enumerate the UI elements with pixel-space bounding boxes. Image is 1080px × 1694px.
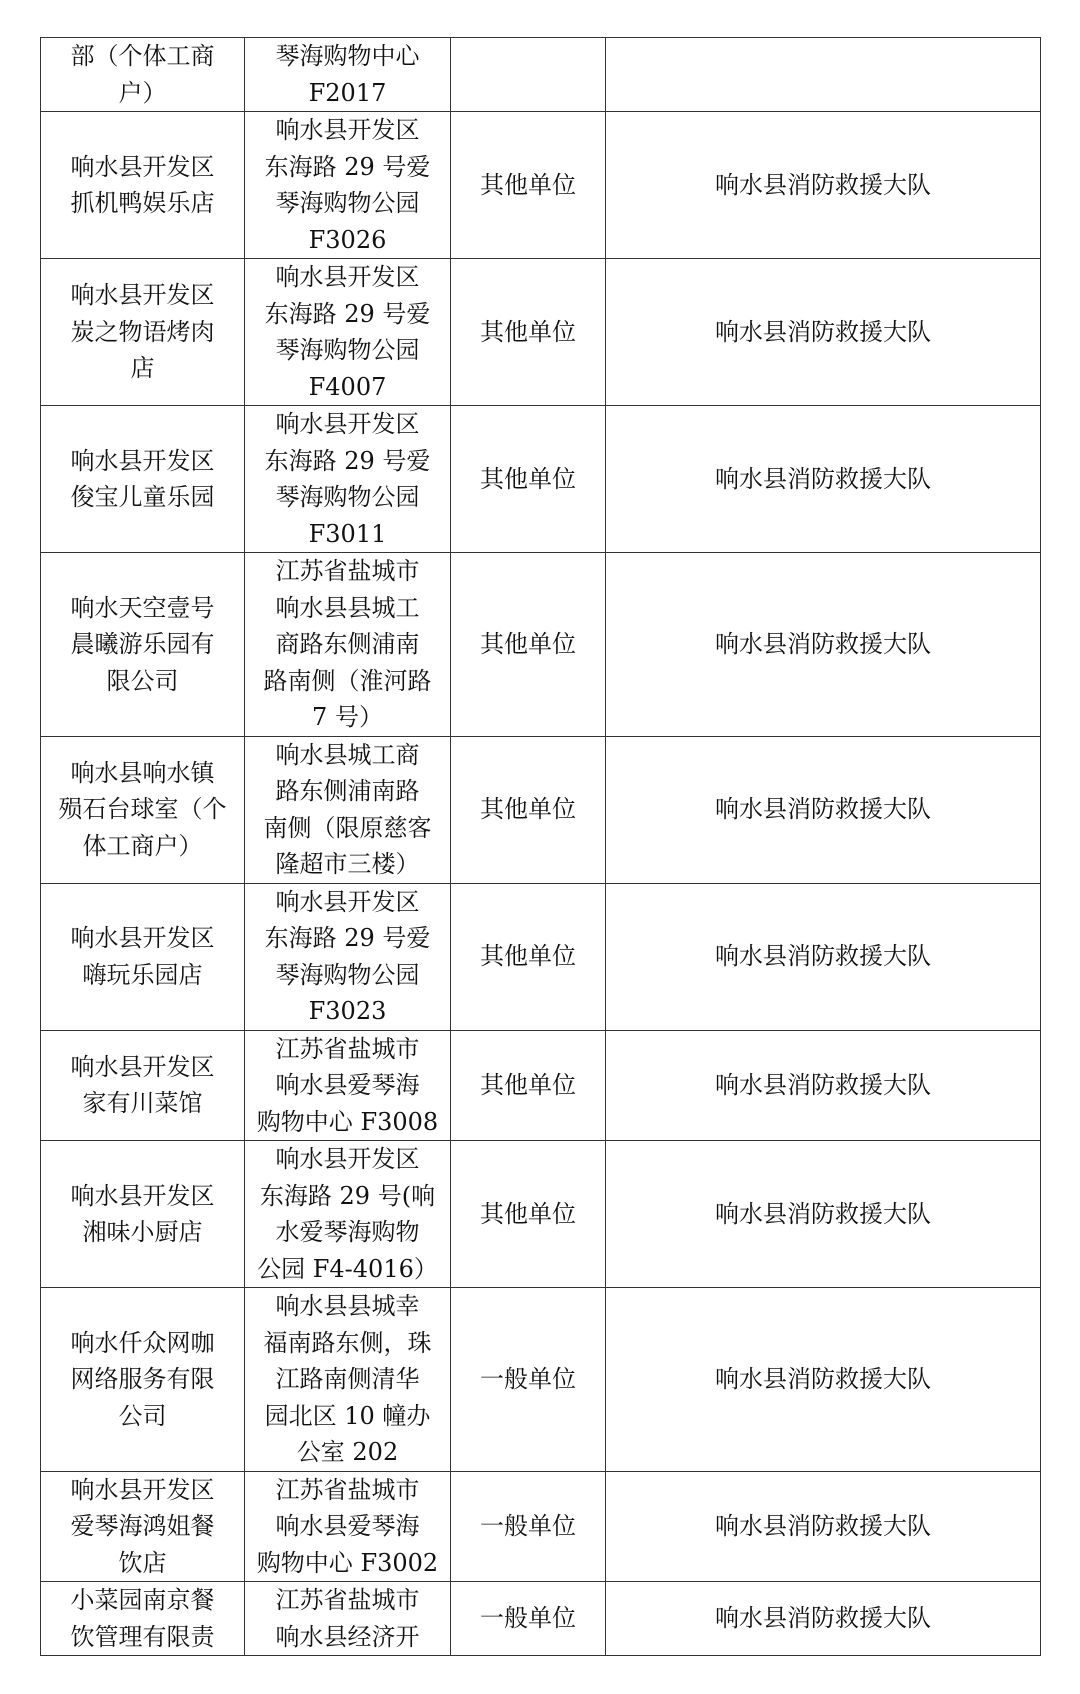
address-cell-line: 东海路 29 号爱 bbox=[264, 299, 431, 328]
address-cell-line: F3026 bbox=[308, 225, 387, 254]
address-cell-line: 江苏省盐城市 bbox=[275, 1475, 420, 1504]
address-cell-line: 响水县开发区 bbox=[275, 116, 420, 144]
address-cell-line: 响水县开发区 bbox=[275, 1145, 420, 1173]
table-row bbox=[41, 38, 1041, 112]
address-cell-line: 水爱琴海购物 bbox=[275, 1218, 420, 1246]
supervising-unit-cell: 响水县消防救援大队 bbox=[606, 883, 1041, 1030]
unit-name-cell-line: 公司 bbox=[118, 1401, 167, 1430]
unit-name-cell bbox=[41, 1471, 245, 1582]
table-row bbox=[41, 1141, 1041, 1288]
unit-name-cell-line: 响水县开发区 bbox=[70, 1181, 215, 1210]
address-cell-line: 响水县爱琴海 bbox=[275, 1512, 420, 1540]
address-cell-line: 江路南侧清华 bbox=[275, 1365, 420, 1393]
address-cell-line: F4007 bbox=[308, 372, 387, 401]
address-cell-line: 响水县县城工 bbox=[275, 593, 420, 622]
address-cell-line: 7 号） bbox=[312, 703, 383, 731]
unit-name-cell-line: 饮店 bbox=[118, 1548, 167, 1577]
unit-type-cell: 其他单位 bbox=[451, 883, 606, 1030]
address-cell-line: 购物中心 F3008 bbox=[256, 1107, 439, 1136]
supervising-unit-cell: 响水县消防救援大队 bbox=[606, 736, 1041, 883]
address-cell-line: 商路东侧浦南 bbox=[275, 630, 420, 658]
unit-name-cell-line: 网络服务有限 bbox=[70, 1365, 215, 1393]
table-row bbox=[41, 1582, 1041, 1656]
unit-name-cell-line: 湘味小厨店 bbox=[82, 1218, 203, 1246]
table-row bbox=[41, 259, 1041, 406]
unit-type-cell: 其他单位 bbox=[451, 112, 606, 259]
address-cell-line: 响水县经济开 bbox=[275, 1622, 420, 1651]
unit-name-cell-line: 嗨玩乐园店 bbox=[82, 960, 203, 989]
address-cell-line: 琴海购物公园 bbox=[275, 960, 420, 989]
table-row bbox=[41, 112, 1041, 259]
address-cell-line: 响水县开发区 bbox=[275, 263, 420, 291]
unit-name-cell-line: 响水仟众网咖 bbox=[70, 1328, 215, 1357]
address-cell bbox=[245, 883, 451, 1030]
address-cell-line: 福南路东侧，珠 bbox=[263, 1328, 432, 1357]
unit-name-cell-line: 晨曦游乐园有 bbox=[70, 630, 215, 658]
address-cell-line: 公室 202 bbox=[296, 1438, 399, 1466]
supervising-unit-cell: 响水县消防救援大队 bbox=[606, 1582, 1041, 1656]
unit-type-cell: 其他单位 bbox=[451, 406, 606, 553]
unit-name-cell-line: 抓机鸭娱乐店 bbox=[70, 189, 215, 217]
table-row bbox=[41, 736, 1041, 883]
unit-name-cell-line: 响水县开发区 bbox=[70, 1475, 215, 1504]
address-cell-line: 路东侧浦南路 bbox=[275, 777, 420, 805]
unit-list-table bbox=[40, 37, 1041, 1656]
unit-name-cell-line: 限公司 bbox=[106, 666, 179, 695]
supervising-unit-cell: 响水县消防救援大队 bbox=[606, 406, 1041, 553]
unit-name-cell-line: 响水县开发区 bbox=[70, 446, 215, 475]
unit-type-cell: 其他单位 bbox=[451, 736, 606, 883]
supervising-unit-cell: 响水县消防救援大队 bbox=[606, 259, 1041, 406]
unit-name-cell-line: 户） bbox=[118, 78, 167, 107]
address-cell-line: 园北区 10 幢办 bbox=[264, 1401, 431, 1430]
unit-name-cell bbox=[41, 1141, 245, 1288]
unit-name-cell-line: 部（个体工商 bbox=[70, 42, 215, 70]
supervising-unit-cell: 响水县消防救援大队 bbox=[606, 1471, 1041, 1582]
table-row bbox=[41, 1030, 1041, 1141]
address-cell bbox=[245, 1288, 451, 1472]
unit-name-cell bbox=[41, 406, 245, 553]
address-cell-line: 东海路 29 号爱 bbox=[264, 924, 431, 952]
address-cell-line: 公园 F4-4016） bbox=[257, 1254, 438, 1283]
address-cell bbox=[245, 1582, 451, 1656]
unit-type-cell: 其他单位 bbox=[451, 1141, 606, 1288]
unit-type-cell: 一般单位 bbox=[451, 1288, 606, 1472]
address-cell-line: 琴海购物中心 bbox=[275, 42, 420, 70]
unit-name-cell-line: 响水天空壹号 bbox=[70, 593, 215, 622]
address-cell-line: 响水县县城幸 bbox=[275, 1292, 420, 1320]
address-cell-line: F3023 bbox=[308, 997, 387, 1025]
address-cell-line: F2017 bbox=[308, 78, 387, 107]
address-cell bbox=[245, 736, 451, 883]
unit-name-cell-line: 家有川菜馆 bbox=[82, 1089, 203, 1118]
address-cell-line: 隆超市三楼） bbox=[275, 850, 420, 878]
address-cell bbox=[245, 1030, 451, 1141]
table-row bbox=[41, 406, 1041, 553]
address-cell-line: F3011 bbox=[308, 519, 387, 548]
address-cell bbox=[245, 38, 451, 112]
supervising-unit-cell: 响水县消防救援大队 bbox=[606, 1288, 1041, 1472]
unit-type-cell: 其他单位 bbox=[451, 1030, 606, 1141]
address-cell bbox=[245, 553, 451, 737]
address-cell-line: 琴海购物公园 bbox=[275, 189, 420, 217]
unit-type-cell bbox=[451, 38, 606, 112]
address-cell-line: 琴海购物公园 bbox=[275, 483, 420, 511]
unit-name-cell-line: 殒石台球室（个 bbox=[58, 795, 227, 824]
address-cell-line: 江苏省盐城市 bbox=[275, 557, 420, 585]
table-row bbox=[41, 553, 1041, 737]
unit-name-cell-line: 小菜园南京餐 bbox=[70, 1586, 215, 1614]
table-row bbox=[41, 1288, 1041, 1472]
unit-name-cell bbox=[41, 1582, 245, 1656]
address-cell bbox=[245, 1141, 451, 1288]
unit-name-cell-line: 体工商户） bbox=[82, 831, 203, 860]
address-cell bbox=[245, 1471, 451, 1582]
unit-name-cell-line: 饮管理有限责 bbox=[70, 1622, 215, 1651]
unit-type-cell: 其他单位 bbox=[451, 259, 606, 406]
unit-type-cell: 一般单位 bbox=[451, 1471, 606, 1582]
address-cell-line: 路南侧（淮河路 bbox=[263, 666, 432, 695]
unit-name-cell-line: 响水县开发区 bbox=[70, 1052, 215, 1081]
address-cell-line: 东海路 29 号爱 bbox=[264, 446, 431, 475]
unit-name-cell-line: 响水县响水镇 bbox=[70, 758, 215, 787]
unit-name-cell bbox=[41, 883, 245, 1030]
unit-name-cell-line: 爱琴海鸿姐餐 bbox=[70, 1512, 215, 1540]
unit-type-cell: 一般单位 bbox=[451, 1582, 606, 1656]
supervising-unit-cell: 响水县消防救援大队 bbox=[606, 1030, 1041, 1141]
unit-name-cell bbox=[41, 112, 245, 259]
address-cell bbox=[245, 112, 451, 259]
address-cell-line: 江苏省盐城市 bbox=[275, 1586, 420, 1614]
unit-name-cell bbox=[41, 1288, 245, 1472]
supervising-unit-cell: 响水县消防救援大队 bbox=[606, 553, 1041, 737]
supervising-unit-cell bbox=[606, 38, 1041, 112]
address-cell-line: 南侧（限原慈客 bbox=[263, 813, 432, 842]
table-row bbox=[41, 883, 1041, 1030]
address-cell-line: 东海路 29 号(响 bbox=[259, 1181, 436, 1210]
address-cell-line: 东海路 29 号爱 bbox=[264, 152, 431, 181]
address-cell-line: 响水县开发区 bbox=[275, 887, 420, 916]
supervising-unit-cell: 响水县消防救援大队 bbox=[606, 1141, 1041, 1288]
address-cell-line: 琴海购物公园 bbox=[275, 336, 420, 364]
unit-type-cell: 其他单位 bbox=[451, 553, 606, 737]
unit-name-cell-line: 响水县开发区 bbox=[70, 924, 215, 952]
unit-name-cell-line: 俊宝儿童乐园 bbox=[70, 483, 215, 511]
unit-name-cell bbox=[41, 1030, 245, 1141]
table-body bbox=[41, 38, 1041, 1656]
unit-name-cell-line: 响水县开发区 bbox=[70, 281, 215, 310]
address-cell-line: 响水县城工商 bbox=[275, 740, 420, 769]
unit-name-cell-line: 炭之物语烤肉 bbox=[70, 317, 215, 346]
address-cell-line: 购物中心 F3002 bbox=[256, 1548, 439, 1577]
address-cell bbox=[245, 259, 451, 406]
table-row bbox=[41, 1471, 1041, 1582]
unit-name-cell bbox=[41, 736, 245, 883]
address-cell bbox=[245, 406, 451, 553]
unit-name-cell-line: 响水县开发区 bbox=[70, 152, 215, 181]
supervising-unit-cell: 响水县消防救援大队 bbox=[606, 112, 1041, 259]
unit-name-cell bbox=[41, 38, 245, 112]
unit-name-cell bbox=[41, 259, 245, 406]
unit-name-cell-line: 店 bbox=[130, 354, 155, 383]
address-cell-line: 响水县开发区 bbox=[275, 410, 420, 438]
address-cell-line: 响水县爱琴海 bbox=[275, 1071, 420, 1099]
unit-name-cell bbox=[41, 553, 245, 737]
address-cell-line: 江苏省盐城市 bbox=[275, 1034, 420, 1063]
